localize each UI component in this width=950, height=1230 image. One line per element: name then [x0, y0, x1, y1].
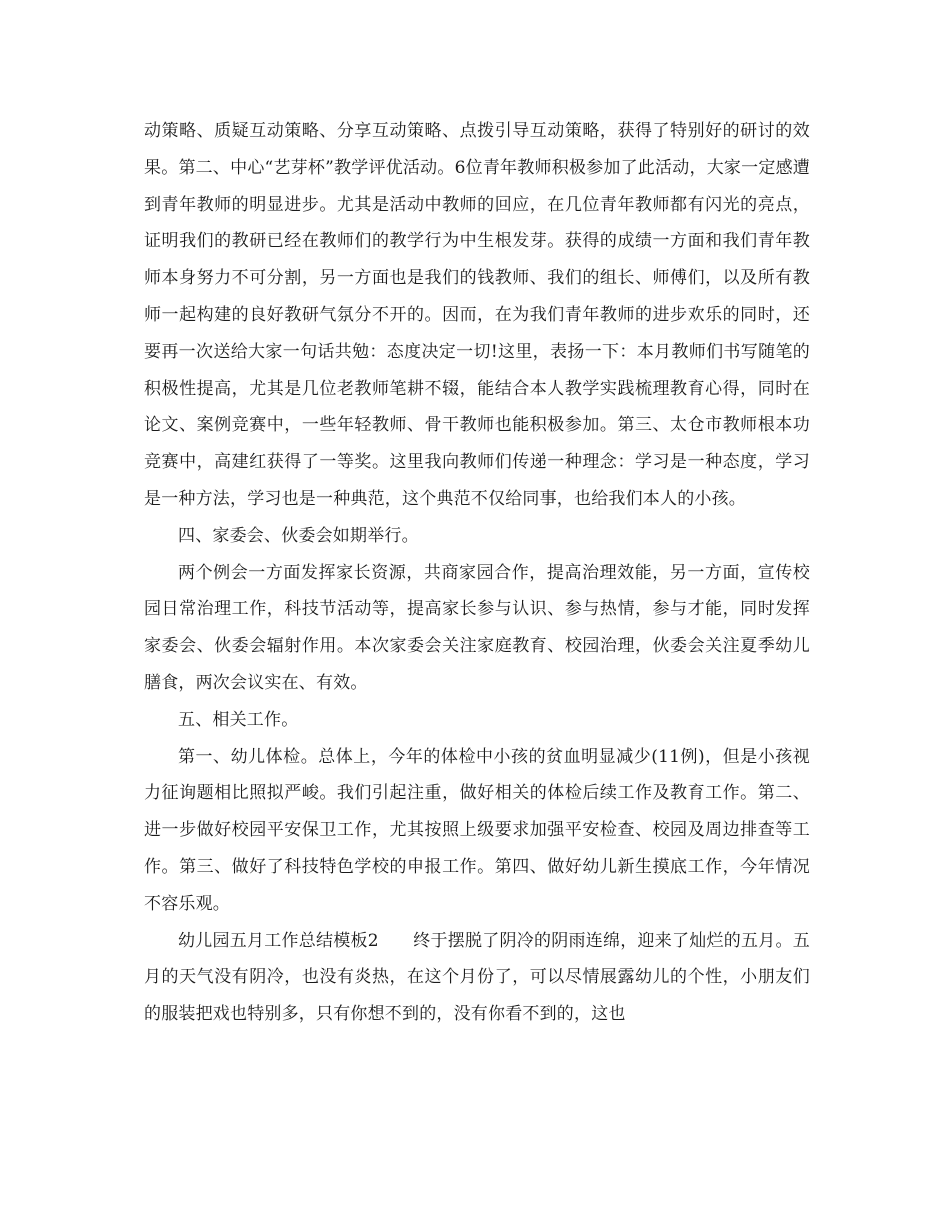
paragraph-4: 幼儿园五月工作总结模板2 终于摆脱了阴冷的阴雨连绵，迎来了灿烂的五月。五月的天气没有阴冷，也没有炎热，在这个月份了，可以尽情展露幼儿的个性，小朋友们的服装把戏也特别多，只有你想不到的，没有你看不到的，这也	[144, 930, 810, 1025]
paragraph-1: 动策略、质疑互动策略、分享互动策略、点拨引导互动策略，获得了特别好的研讨的效果。第二、中心“艺芽杯”教学评优活动。6位青年教师积极参加了此活动，大家一定感遭到青年教师的明显进步。尤其是活动中教师的回应，在几位青年教师都有闪光的亮点，证明我们的教研已经在教师们的教学行为中生根发芽。获得的成绩一方面和我们青年教师本身努力不可分割，另一方面也是我们的钱教师、我们的组长、师傅们，以及所有教师一起构建的良好教研气氛分不开的。因而，在为我们青年教师的进步欢乐的同时，还要再一次送给大家一句话共勉：态度决定一切!这里，表扬一下：本月教师们书写随笔的积极性提高，尤其是几位老教师笔耕不辍，能结合本人教学实践梳理教育心得，同时在论文、案例竞赛中，一些年轻教师、骨干教师也能积极参加。第三、太仓市教师根本功竞赛中，高建红获得了一等奖。这里我向教师们传递一种理念：学习是一种态度，学习是一种方法，学习也是一种典范，这个典范不仅给同事，也给我们本人的小孩。	[144, 121, 810, 509]
document-body	[144, 113, 810, 1033]
heading-section-4: 四、家委会、伙委会如期举行。	[178, 525, 419, 546]
paragraph-2: 两个例会一方面发挥家长资源，共商家园合作，提高治理效能，另一方面，宣传校园日常治理工作，科技节活动等，提高家长参与认识、参与热情，参与才能，同时发挥家委会、伙委会辐射作用。本次家委会关注家庭教育、校园治理，伙委会关注夏季幼儿膳食，两次会议实在、有效。	[144, 562, 810, 693]
heading-section-5: 五、相关工作。	[178, 709, 299, 730]
paragraph-3: 第一、幼儿体检。总体上，今年的体检中小孩的贫血明显减少(11例)，但是小孩视力征询题相比照拟严峻。我们引起注重，做好相关的体检后续工作及教育工作。第二、进一步做好校园平安保卫工作，尤其按照上级要求加强平安检查、校园及周边排查等工作。第三、做好了科技特色学校的申报工作。第四、做好幼儿新生摸底工作，今年情况不容乐观。	[144, 746, 810, 914]
